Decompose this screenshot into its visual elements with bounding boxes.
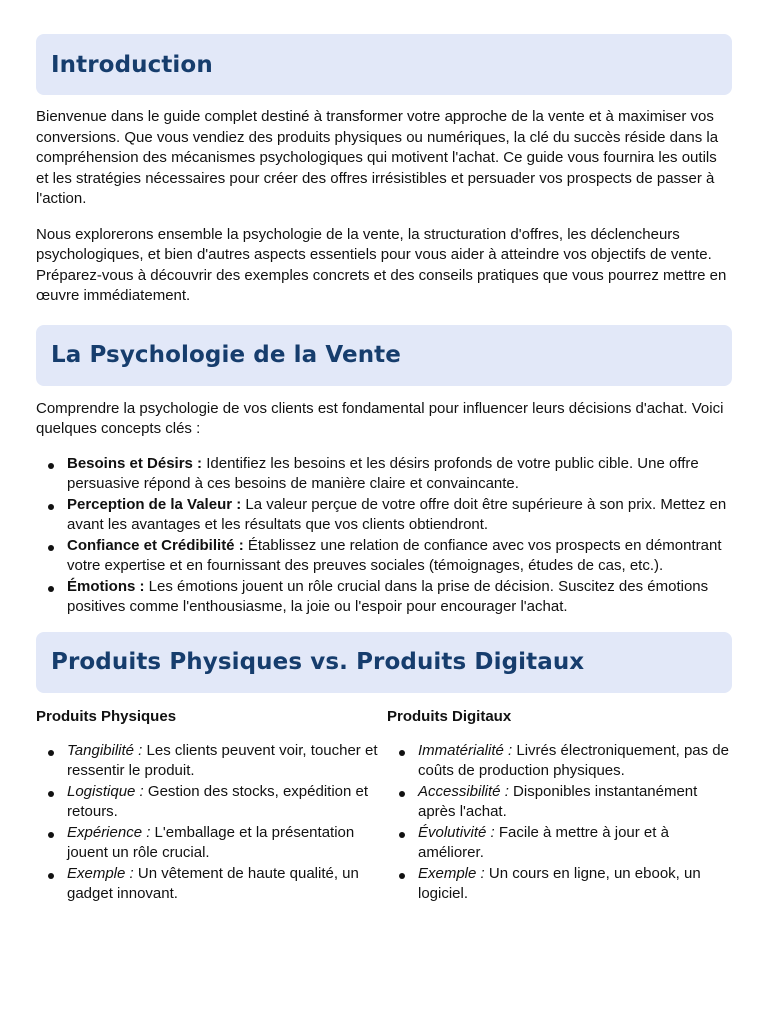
section-header-products — [36, 632, 732, 693]
feature-term: Logistique : — [67, 782, 144, 800]
feature-term: Tangibilité : — [67, 741, 143, 759]
feature-term: Immatérialité : — [418, 741, 513, 759]
physical-products-list — [36, 741, 381, 905]
feature-term: Exemple : — [67, 864, 134, 882]
feature-text: Un vêtement de haute qualité, un gadget innovant. — [67, 864, 359, 902]
feature-text: Facile à mettre à jour et à améliorer. — [418, 823, 669, 861]
digital-products-list — [387, 741, 732, 905]
intro-paragraph-1: Bienvenue dans le guide complet destiné à transformer votre approche de la vente et à maximiser vos conversions. Que vous vendiez des produits physiques ou numériques, la clé du succès réside dans la compréhension des mécanismes psychologiques qui motivent l'achat. Ce guide vous fournira les outils et les stratégies nécessaires pour créer des offres irrésistibles et persuader vos prospects de passer à l'action. — [36, 108, 719, 207]
feature-term: Accessibilité : — [418, 782, 509, 800]
concept-term: Confiance et Crédibilité : — [67, 536, 244, 554]
feature-term: Évolutivité : — [418, 823, 495, 841]
products-comparison-columns — [36, 707, 732, 905]
list-item — [36, 495, 732, 536]
list-item — [36, 782, 381, 823]
list-item — [387, 864, 732, 905]
list-item — [387, 823, 732, 864]
concept-text: Les émotions jouent un rôle crucial dans la prise de décision. Suscitez des émotions positives comme l'enthousiasme, la joie ou l'espoir pour encourager l'achat. — [67, 577, 709, 615]
list-item — [36, 864, 381, 905]
list-item — [36, 454, 732, 495]
psychology-intro-paragraph: Comprendre la psychologie de vos clients est fondamental pour influencer leurs décisions d'achat. Voici quelques concepts clés : — [36, 399, 724, 437]
list-item — [36, 741, 381, 782]
list-item — [36, 577, 732, 618]
feature-text: Disponibles instantanément après l'achat. — [418, 782, 698, 820]
concept-text: Établissez une relation de confiance avec vos prospects en démontrant votre expertise et en fournissant des preuves sociales (témoignages, études de cas, etc.). — [67, 536, 722, 574]
section-title-introduction: Introduction — [51, 51, 213, 78]
physical-products-heading: Produits Physiques — [36, 707, 177, 725]
intro-paragraph-2: Nous explorerons ensemble la psychologie de la vente, la structuration d'offres, les déclencheurs psychologiques, et bien d'autres aspects essentiels pour vous aider à atteindre vos objectifs de vente. Préparez-vous à découvrir des exemples concrets et des conseils pratiques que vous pourrez mettre en œuvre immédiatement. — [36, 225, 727, 304]
feature-text: Les clients peuvent voir, toucher et ressentir le produit. — [67, 741, 378, 779]
digital-products-column — [387, 707, 732, 905]
section-header-psychology — [36, 325, 732, 386]
concept-term: Perception de la Valeur : — [67, 495, 242, 513]
list-item — [36, 536, 732, 577]
section-title-products: Produits Physiques vs. Produits Digitaux — [51, 649, 585, 675]
section-header-introduction — [36, 34, 732, 95]
feature-term: Expérience : — [67, 823, 151, 841]
feature-text: Gestion des stocks, expédition et retours. — [67, 782, 369, 820]
feature-term: Exemple : — [418, 864, 485, 882]
concept-text: La valeur perçue de votre offre doit être supérieure à son prix. Mettez en avant les avantages et les résultats que vos clients obtiendront. — [67, 495, 727, 533]
physical-products-column — [36, 707, 381, 905]
list-item — [387, 782, 732, 823]
concept-term: Émotions : — [67, 577, 145, 595]
section-title-psychology: La Psychologie de la Vente — [51, 342, 401, 368]
list-item — [36, 823, 381, 864]
concept-term: Besoins et Désirs : — [67, 454, 203, 472]
concept-text: Identifiez les besoins et les désirs profonds de votre public cible. Une offre persuasive répond à ces besoins de manière claire et convaincante. — [67, 454, 699, 492]
psychology-concept-list — [36, 454, 732, 618]
feature-text: Livrés électroniquement, pas de coûts de production physiques. — [418, 741, 729, 779]
feature-text: Un cours en ligne, un ebook, un logiciel. — [418, 864, 701, 902]
digital-products-heading: Produits Digitaux — [387, 707, 512, 725]
feature-text: L'emballage et la présentation jouent un rôle crucial. — [67, 823, 355, 861]
list-item — [387, 741, 732, 782]
